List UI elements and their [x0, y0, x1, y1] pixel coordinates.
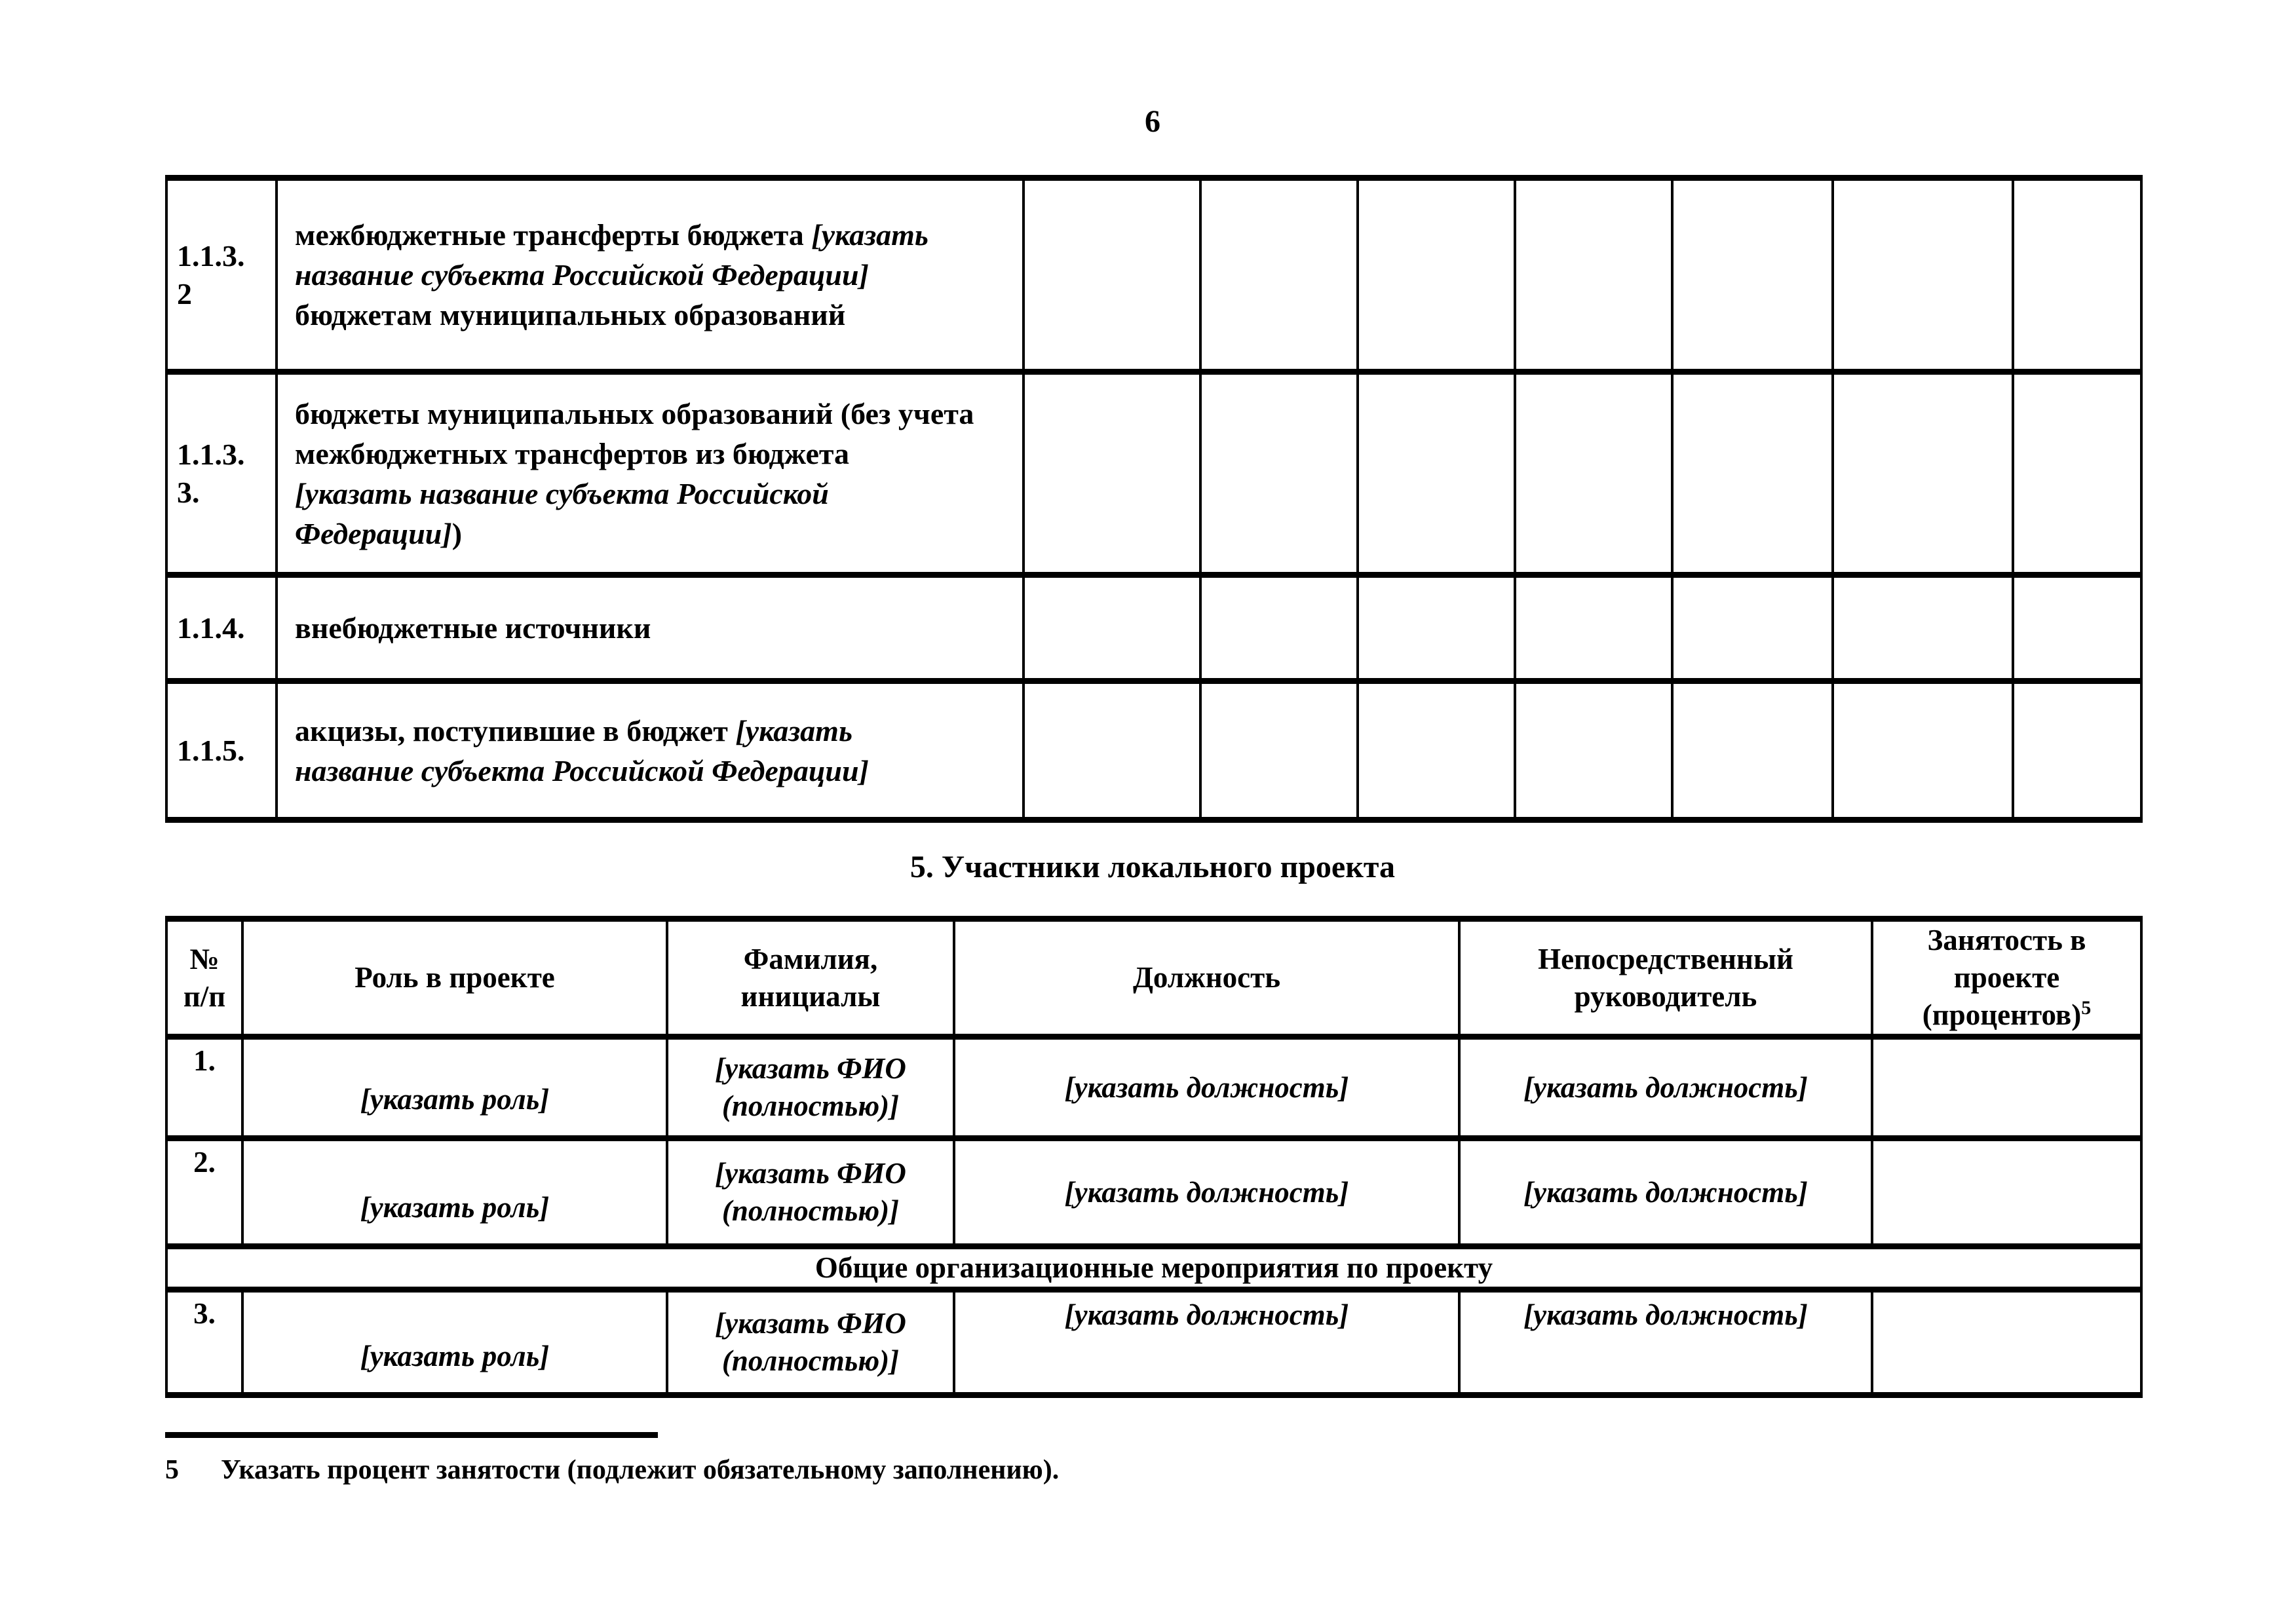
empty-data-cell — [1200, 178, 1358, 372]
occupancy-cell — [1872, 1037, 2141, 1139]
text-italic: [указать — [811, 218, 928, 252]
header-line: п/п — [183, 979, 226, 1013]
text-normal: бюджетам муниципальных образований — [295, 298, 846, 331]
placeholder-line: (полностью)] — [721, 1344, 900, 1377]
row-number-cell — [166, 575, 277, 681]
header-line: инициалы — [740, 979, 881, 1013]
row-number-cell — [166, 372, 277, 575]
manager-cell: [указать должность] — [1459, 1139, 1872, 1247]
text-line — [295, 394, 1010, 434]
row-number-cell — [166, 681, 277, 820]
merged-section-cell: Общие организационные мероприятия по проекту — [166, 1247, 2141, 1290]
text-line — [295, 514, 1010, 554]
empty-data-cell — [1515, 575, 1672, 681]
header-line: Занятость в — [1927, 924, 2086, 956]
empty-data-cell — [1024, 372, 1200, 575]
text-italic: название субъекта Российской Федерации] — [295, 258, 869, 292]
row-text-cell — [277, 178, 1024, 372]
table-row — [166, 372, 2141, 575]
header-manager — [1459, 919, 1872, 1037]
position-cell: [указать должность] — [954, 1139, 1459, 1247]
text-normal: межбюджетные трансферты бюджета — [295, 218, 812, 252]
row-text-cell — [277, 681, 1024, 820]
text-italic: [указать — [735, 713, 852, 747]
text-line — [295, 295, 1010, 335]
empty-data-cell — [1515, 178, 1672, 372]
empty-data-cell — [1200, 372, 1358, 575]
table-row — [166, 178, 2141, 372]
section-5-heading: 5. Участники локального проекта — [909, 850, 1396, 884]
empty-data-cell — [1200, 681, 1358, 820]
header-role: Роль в проекте — [242, 919, 667, 1037]
text-line — [295, 474, 1010, 514]
empty-data-cell — [2013, 681, 2141, 820]
placeholder-line: [указать ФИО — [715, 1052, 906, 1085]
placeholder-line: [указать ФИО — [715, 1307, 906, 1340]
empty-data-cell — [1672, 681, 1833, 820]
empty-data-cell — [1833, 178, 2013, 372]
row-number-line: 1.1.3. — [177, 238, 245, 273]
text-italic: название субъекта Российской Федерации] — [295, 753, 869, 787]
footnote-separator — [165, 1432, 658, 1438]
text-line — [295, 215, 1010, 255]
footnote-reference: 5 — [2081, 997, 2092, 1019]
participant-row — [166, 1290, 2141, 1395]
text-italic: Федерации] — [295, 516, 452, 550]
row-number-line: 1.1.4. — [177, 611, 245, 645]
row-number-line: 3. — [177, 475, 200, 509]
row-number-line: 2 — [177, 276, 192, 311]
header-line — [1873, 996, 2140, 1034]
footnote — [165, 1454, 1059, 1486]
empty-data-cell — [1672, 575, 1833, 681]
text-line — [295, 255, 1010, 295]
header-line: Непосредственный — [1538, 942, 1793, 975]
text-line — [295, 608, 1010, 648]
empty-data-cell — [2013, 372, 2141, 575]
manager-cell: [указать должность] — [1459, 1037, 1872, 1139]
empty-data-cell — [1024, 575, 1200, 681]
row-number-line: 1.1.5. — [177, 733, 245, 767]
name-cell — [667, 1037, 954, 1139]
placeholder-line: (полностью)] — [721, 1194, 900, 1227]
manager-cell: [указать должность] — [1459, 1290, 1872, 1395]
empty-data-cell — [1200, 575, 1358, 681]
page-number: 6 — [1145, 104, 1160, 139]
header-occupancy — [1872, 919, 2141, 1037]
empty-data-cell — [1672, 372, 1833, 575]
table-row — [166, 575, 2141, 681]
name-cell — [667, 1139, 954, 1247]
header-text: (процентов) — [1922, 998, 2082, 1031]
row-text-cell — [277, 575, 1024, 681]
empty-data-cell — [1024, 681, 1200, 820]
role-cell: [указать роль] — [242, 1290, 667, 1395]
empty-data-cell — [1672, 178, 1833, 372]
occupancy-cell — [1872, 1290, 2141, 1395]
role-cell: [указать роль] — [242, 1139, 667, 1247]
empty-data-cell — [1515, 681, 1672, 820]
text-italic: [указать название субъекта Российской — [295, 476, 829, 510]
table-header-row — [166, 919, 2141, 1037]
empty-data-cell — [1358, 575, 1515, 681]
text-normal: бюджеты муниципальных образований (без учета — [295, 396, 974, 430]
header-line: руководитель — [1574, 979, 1757, 1013]
table-row — [166, 681, 2141, 820]
footnote-text: Указать процент занятости (подлежит обязательному заполнению). — [221, 1455, 1060, 1485]
occupancy-cell — [1872, 1139, 2141, 1247]
participant-row — [166, 1037, 2141, 1139]
participant-row — [166, 1139, 2141, 1247]
row-number-cell — [166, 178, 277, 372]
merged-section-row — [166, 1247, 2141, 1290]
text-normal: акцизы, поступившие в бюджет — [295, 713, 736, 747]
row-number-line: 1.1.3. — [177, 437, 245, 471]
text-normal: внебюджетные источники — [295, 611, 651, 645]
empty-data-cell — [1833, 575, 2013, 681]
participant-number-cell: 2. — [166, 1139, 242, 1247]
empty-data-cell — [1358, 372, 1515, 575]
header-line: № — [189, 942, 220, 975]
empty-data-cell — [1833, 681, 2013, 820]
header-num — [166, 919, 242, 1037]
name-cell — [667, 1290, 954, 1395]
header-line: Фамилия, — [743, 942, 878, 975]
position-cell: [указать должность] — [954, 1290, 1459, 1395]
participant-number-cell: 3. — [166, 1290, 242, 1395]
text-normal: межбюджетных трансфертов из бюджета — [295, 436, 850, 470]
placeholder-line: [указать ФИО — [715, 1157, 906, 1190]
header-line: проекте — [1953, 961, 2060, 994]
role-cell: [указать роль] — [242, 1037, 667, 1139]
header-position: Должность — [954, 919, 1459, 1037]
text-normal: ) — [451, 516, 463, 550]
empty-data-cell — [2013, 178, 2141, 372]
empty-data-cell — [1358, 178, 1515, 372]
position-cell: [указать должность] — [954, 1037, 1459, 1139]
budget-sources-table — [165, 175, 2143, 823]
empty-data-cell — [2013, 575, 2141, 681]
text-line — [295, 751, 1010, 791]
participant-number-cell: 1. — [166, 1037, 242, 1139]
text-line — [295, 711, 1010, 751]
placeholder-line: (полностью)] — [721, 1089, 900, 1122]
empty-data-cell — [1024, 178, 1200, 372]
row-text-cell — [277, 372, 1024, 575]
footnote-marker: 5 — [165, 1455, 179, 1485]
empty-data-cell — [1833, 372, 2013, 575]
empty-data-cell — [1358, 681, 1515, 820]
project-participants-table — [165, 916, 2143, 1398]
empty-data-cell — [1515, 372, 1672, 575]
text-line — [295, 434, 1010, 474]
header-name — [667, 919, 954, 1037]
